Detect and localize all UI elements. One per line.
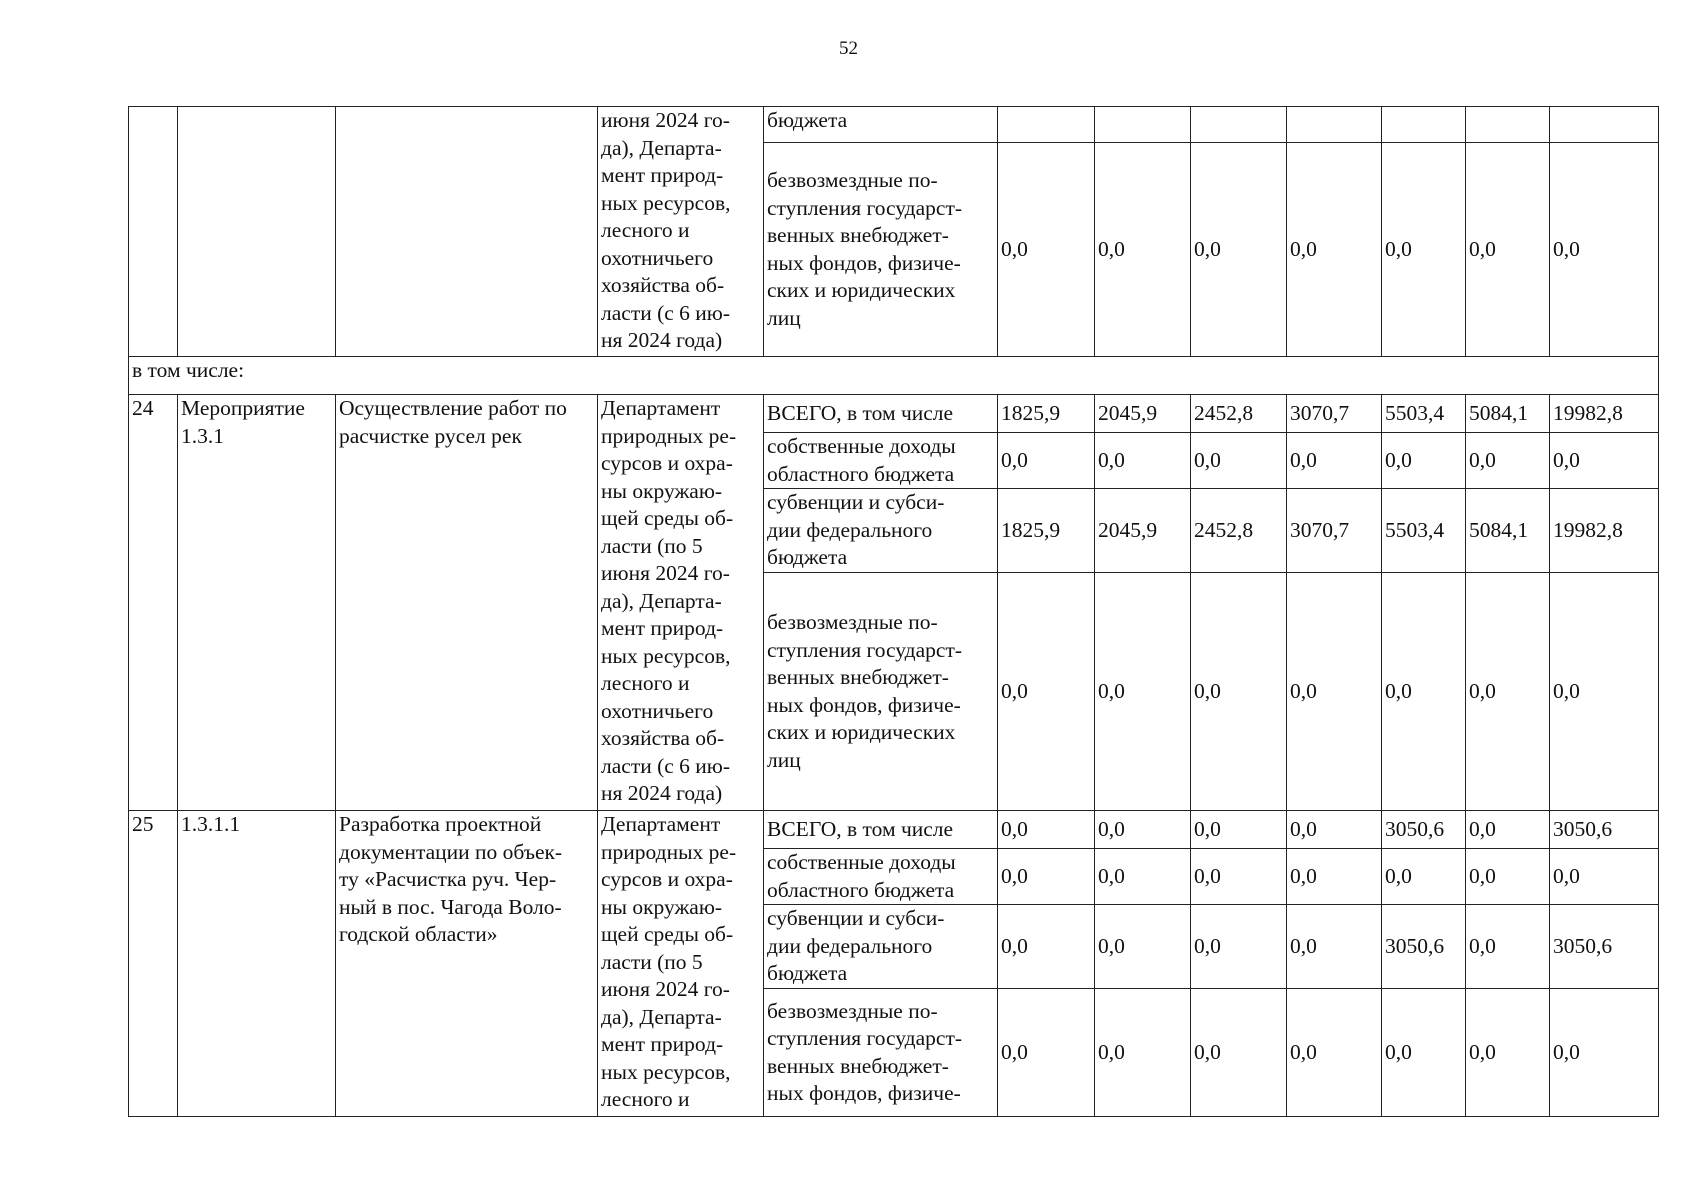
value-cell xyxy=(1550,107,1659,143)
value-cell: 0,0 xyxy=(1191,849,1287,905)
value-cell: 0,0 xyxy=(1287,989,1382,1117)
value-cell xyxy=(1382,107,1466,143)
value-cell: 0,0 xyxy=(1466,811,1550,849)
value-cell xyxy=(1466,107,1550,143)
value-cell: 19982,8 xyxy=(1550,395,1659,433)
num-cell xyxy=(129,107,178,357)
value-cell xyxy=(1191,107,1287,143)
executor-cell: Департамент природных ре- сурсов и охра- ны окружаю- щей среды об- ласти (по 5 июня 2024 го- да), Департа- мент природ- ных ресурсов, лесного и xyxy=(598,811,764,1117)
value-cell: 0,0 xyxy=(998,433,1095,489)
value-cell: 5084,1 xyxy=(1466,395,1550,433)
value-cell xyxy=(1095,107,1191,143)
value-cell: 0,0 xyxy=(1466,143,1550,357)
code-cell xyxy=(178,107,336,357)
value-cell xyxy=(998,107,1095,143)
value-cell: 2452,8 xyxy=(1191,489,1287,573)
source-label: ВСЕГО, в том числе xyxy=(764,395,998,433)
value-cell: 0,0 xyxy=(1550,143,1659,357)
value-cell: 0,0 xyxy=(1095,433,1191,489)
source-label: безвозмездные по- ступления государст- венных внебюджет- ных фондов, физиче- ских и юридических лиц xyxy=(764,573,998,811)
value-cell: 5503,4 xyxy=(1382,489,1466,573)
value-cell: 3050,6 xyxy=(1382,905,1466,989)
value-cell: 0,0 xyxy=(998,811,1095,849)
source-label: безвозмездные по- ступления государст- венных внебюджет- ных фондов, физиче- xyxy=(764,989,998,1117)
value-cell: 0,0 xyxy=(1191,573,1287,811)
value-cell: 5084,1 xyxy=(1466,489,1550,573)
value-cell: 0,0 xyxy=(1287,849,1382,905)
value-cell: 19982,8 xyxy=(1550,489,1659,573)
value-cell: 0,0 xyxy=(1191,143,1287,357)
value-cell: 0,0 xyxy=(1287,905,1382,989)
value-cell: 0,0 xyxy=(1550,573,1659,811)
value-cell: 0,0 xyxy=(1095,989,1191,1117)
value-cell: 0,0 xyxy=(1550,989,1659,1117)
name-cell: Осуществление работ по расчистке русел рек xyxy=(336,395,598,811)
table-row xyxy=(129,811,1659,849)
value-cell: 0,0 xyxy=(998,989,1095,1117)
value-cell: 0,0 xyxy=(1466,989,1550,1117)
value-cell: 0,0 xyxy=(1095,143,1191,357)
executor-cell: июня 2024 го- да), Департа- мент природ- ных ресурсов, лесного и охотничьего хозяйства об- ласти (с 6 ию- ня 2024 года) xyxy=(598,107,764,357)
code-cell: 1.3.1.1 xyxy=(178,811,336,1117)
source-label: бюджета xyxy=(764,107,998,143)
value-cell: 5503,4 xyxy=(1382,395,1466,433)
value-cell: 0,0 xyxy=(1466,573,1550,811)
value-cell: 0,0 xyxy=(1191,811,1287,849)
budget-table xyxy=(128,106,1659,1117)
value-cell: 0,0 xyxy=(1466,905,1550,989)
source-label: субвенции и субси- дии федерального бюджета xyxy=(764,905,998,989)
value-cell: 0,0 xyxy=(1382,573,1466,811)
value-cell: 0,0 xyxy=(998,143,1095,357)
value-cell: 2045,9 xyxy=(1095,489,1191,573)
page-number: 52 xyxy=(839,38,858,59)
value-cell: 2045,9 xyxy=(1095,395,1191,433)
value-cell: 0,0 xyxy=(998,905,1095,989)
value-cell: 0,0 xyxy=(1382,989,1466,1117)
value-cell: 0,0 xyxy=(998,573,1095,811)
value-cell: 0,0 xyxy=(1191,433,1287,489)
value-cell: 1825,9 xyxy=(998,489,1095,573)
value-cell: 2452,8 xyxy=(1191,395,1287,433)
value-cell: 0,0 xyxy=(1466,849,1550,905)
section-row xyxy=(129,357,1659,395)
executor-cell: Департамент природных ре- сурсов и охра- ны окружаю- щей среды об- ласти (по 5 июня 2024 го- да), Департа- мент природ- ных ресурсов, лесного и охотничьего хозяйства об- ласти (с 6 ию- ня 2024 года) xyxy=(598,395,764,811)
value-cell: 3070,7 xyxy=(1287,395,1382,433)
value-cell: 0,0 xyxy=(1287,811,1382,849)
value-cell xyxy=(1287,107,1382,143)
value-cell: 0,0 xyxy=(1382,143,1466,357)
section-label: в том числе: xyxy=(129,357,1659,395)
num-cell: 25 xyxy=(129,811,178,1117)
value-cell: 0,0 xyxy=(998,849,1095,905)
value-cell: 1825,9 xyxy=(998,395,1095,433)
value-cell: 0,0 xyxy=(1095,811,1191,849)
value-cell: 3070,7 xyxy=(1287,489,1382,573)
name-cell xyxy=(336,107,598,357)
value-cell: 0,0 xyxy=(1466,433,1550,489)
value-cell: 0,0 xyxy=(1095,573,1191,811)
value-cell: 0,0 xyxy=(1287,433,1382,489)
source-label: собственные доходы областного бюджета xyxy=(764,849,998,905)
value-cell: 0,0 xyxy=(1191,905,1287,989)
value-cell: 0,0 xyxy=(1550,433,1659,489)
value-cell: 0,0 xyxy=(1287,573,1382,811)
value-cell: 0,0 xyxy=(1095,849,1191,905)
value-cell: 3050,6 xyxy=(1550,905,1659,989)
num-cell: 24 xyxy=(129,395,178,811)
source-label: ВСЕГО, в том числе xyxy=(764,811,998,849)
value-cell: 0,0 xyxy=(1382,433,1466,489)
table-row xyxy=(129,107,1659,143)
value-cell: 0,0 xyxy=(1382,849,1466,905)
value-cell: 0,0 xyxy=(1095,905,1191,989)
value-cell: 3050,6 xyxy=(1550,811,1659,849)
table-row xyxy=(129,395,1659,433)
value-cell: 0,0 xyxy=(1287,143,1382,357)
source-label: субвенции и субси- дии федерального бюджета xyxy=(764,489,998,573)
value-cell: 3050,6 xyxy=(1382,811,1466,849)
name-cell: Разработка проектной документации по объек- ту «Расчистка руч. Чер- ный в пос. Чагода Воло- годской области» xyxy=(336,811,598,1117)
source-label: собственные доходы областного бюджета xyxy=(764,433,998,489)
code-cell: Мероприятие 1.3.1 xyxy=(178,395,336,811)
value-cell: 0,0 xyxy=(1191,989,1287,1117)
value-cell: 0,0 xyxy=(1550,849,1659,905)
source-label: безвозмездные по- ступления государст- венных внебюджет- ных фондов, физиче- ских и юридических лиц xyxy=(764,143,998,357)
